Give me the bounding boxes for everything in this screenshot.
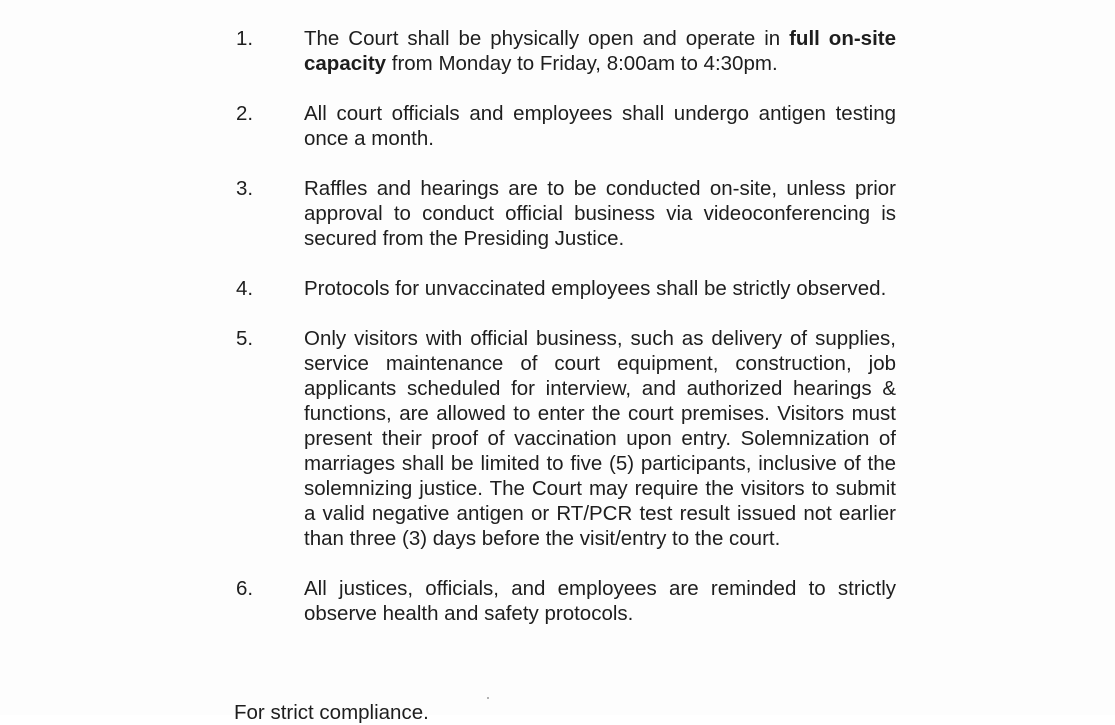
list-item — [234, 326, 896, 551]
item-text: All justices, officials, and employees are reminded to strictly observe health and safety protocols. — [304, 577, 896, 625]
closing-line: For strict compliance. — [234, 701, 429, 724]
item-number: 5. — [236, 327, 254, 350]
list-item — [234, 576, 896, 626]
item-number: 2. — [236, 102, 254, 125]
item-number: 3. — [236, 177, 254, 200]
item-text: The Court shall be physically open and operate in full on-site capacity from Monday to Friday, 8:00am to 4:30pm. — [304, 27, 896, 75]
list-item — [234, 26, 896, 76]
item-number: 4. — [236, 277, 254, 300]
list-item — [234, 176, 896, 251]
list-item — [234, 276, 896, 301]
item-text: All court officials and employees shall undergo antigen testing once a month. — [304, 102, 896, 150]
emphasis-text: full on-site capacity — [304, 27, 896, 75]
list-item — [234, 101, 896, 151]
item-text: Protocols for unvaccinated employees shall be strictly observed. — [304, 277, 887, 300]
directive-list — [234, 26, 896, 651]
item-text: Raffles and hearings are to be conducted on-site, unless prior approval to conduct official business via videoconferencing is secured from the Presiding Justice. — [304, 177, 896, 250]
item-text: Only visitors with official business, such as delivery of supplies, service maintenance of court equipment, construction, job applicants scheduled for interview, and authorized hearings & functions, are allowed to enter the court premises. Visitors must present their proof of vaccination upon entry. Solemnization of marriages shall be limited to five (5) participants, inclusive of the solemnizing justice. The Court may require the visitors to submit a valid negative antigen or RT/PCR test result issued not earlier than three (3) days before the visit/entry to the court. — [304, 327, 896, 550]
item-number: 6. — [236, 577, 254, 600]
scan-speck — [487, 697, 489, 699]
item-number: 1. — [236, 27, 254, 50]
